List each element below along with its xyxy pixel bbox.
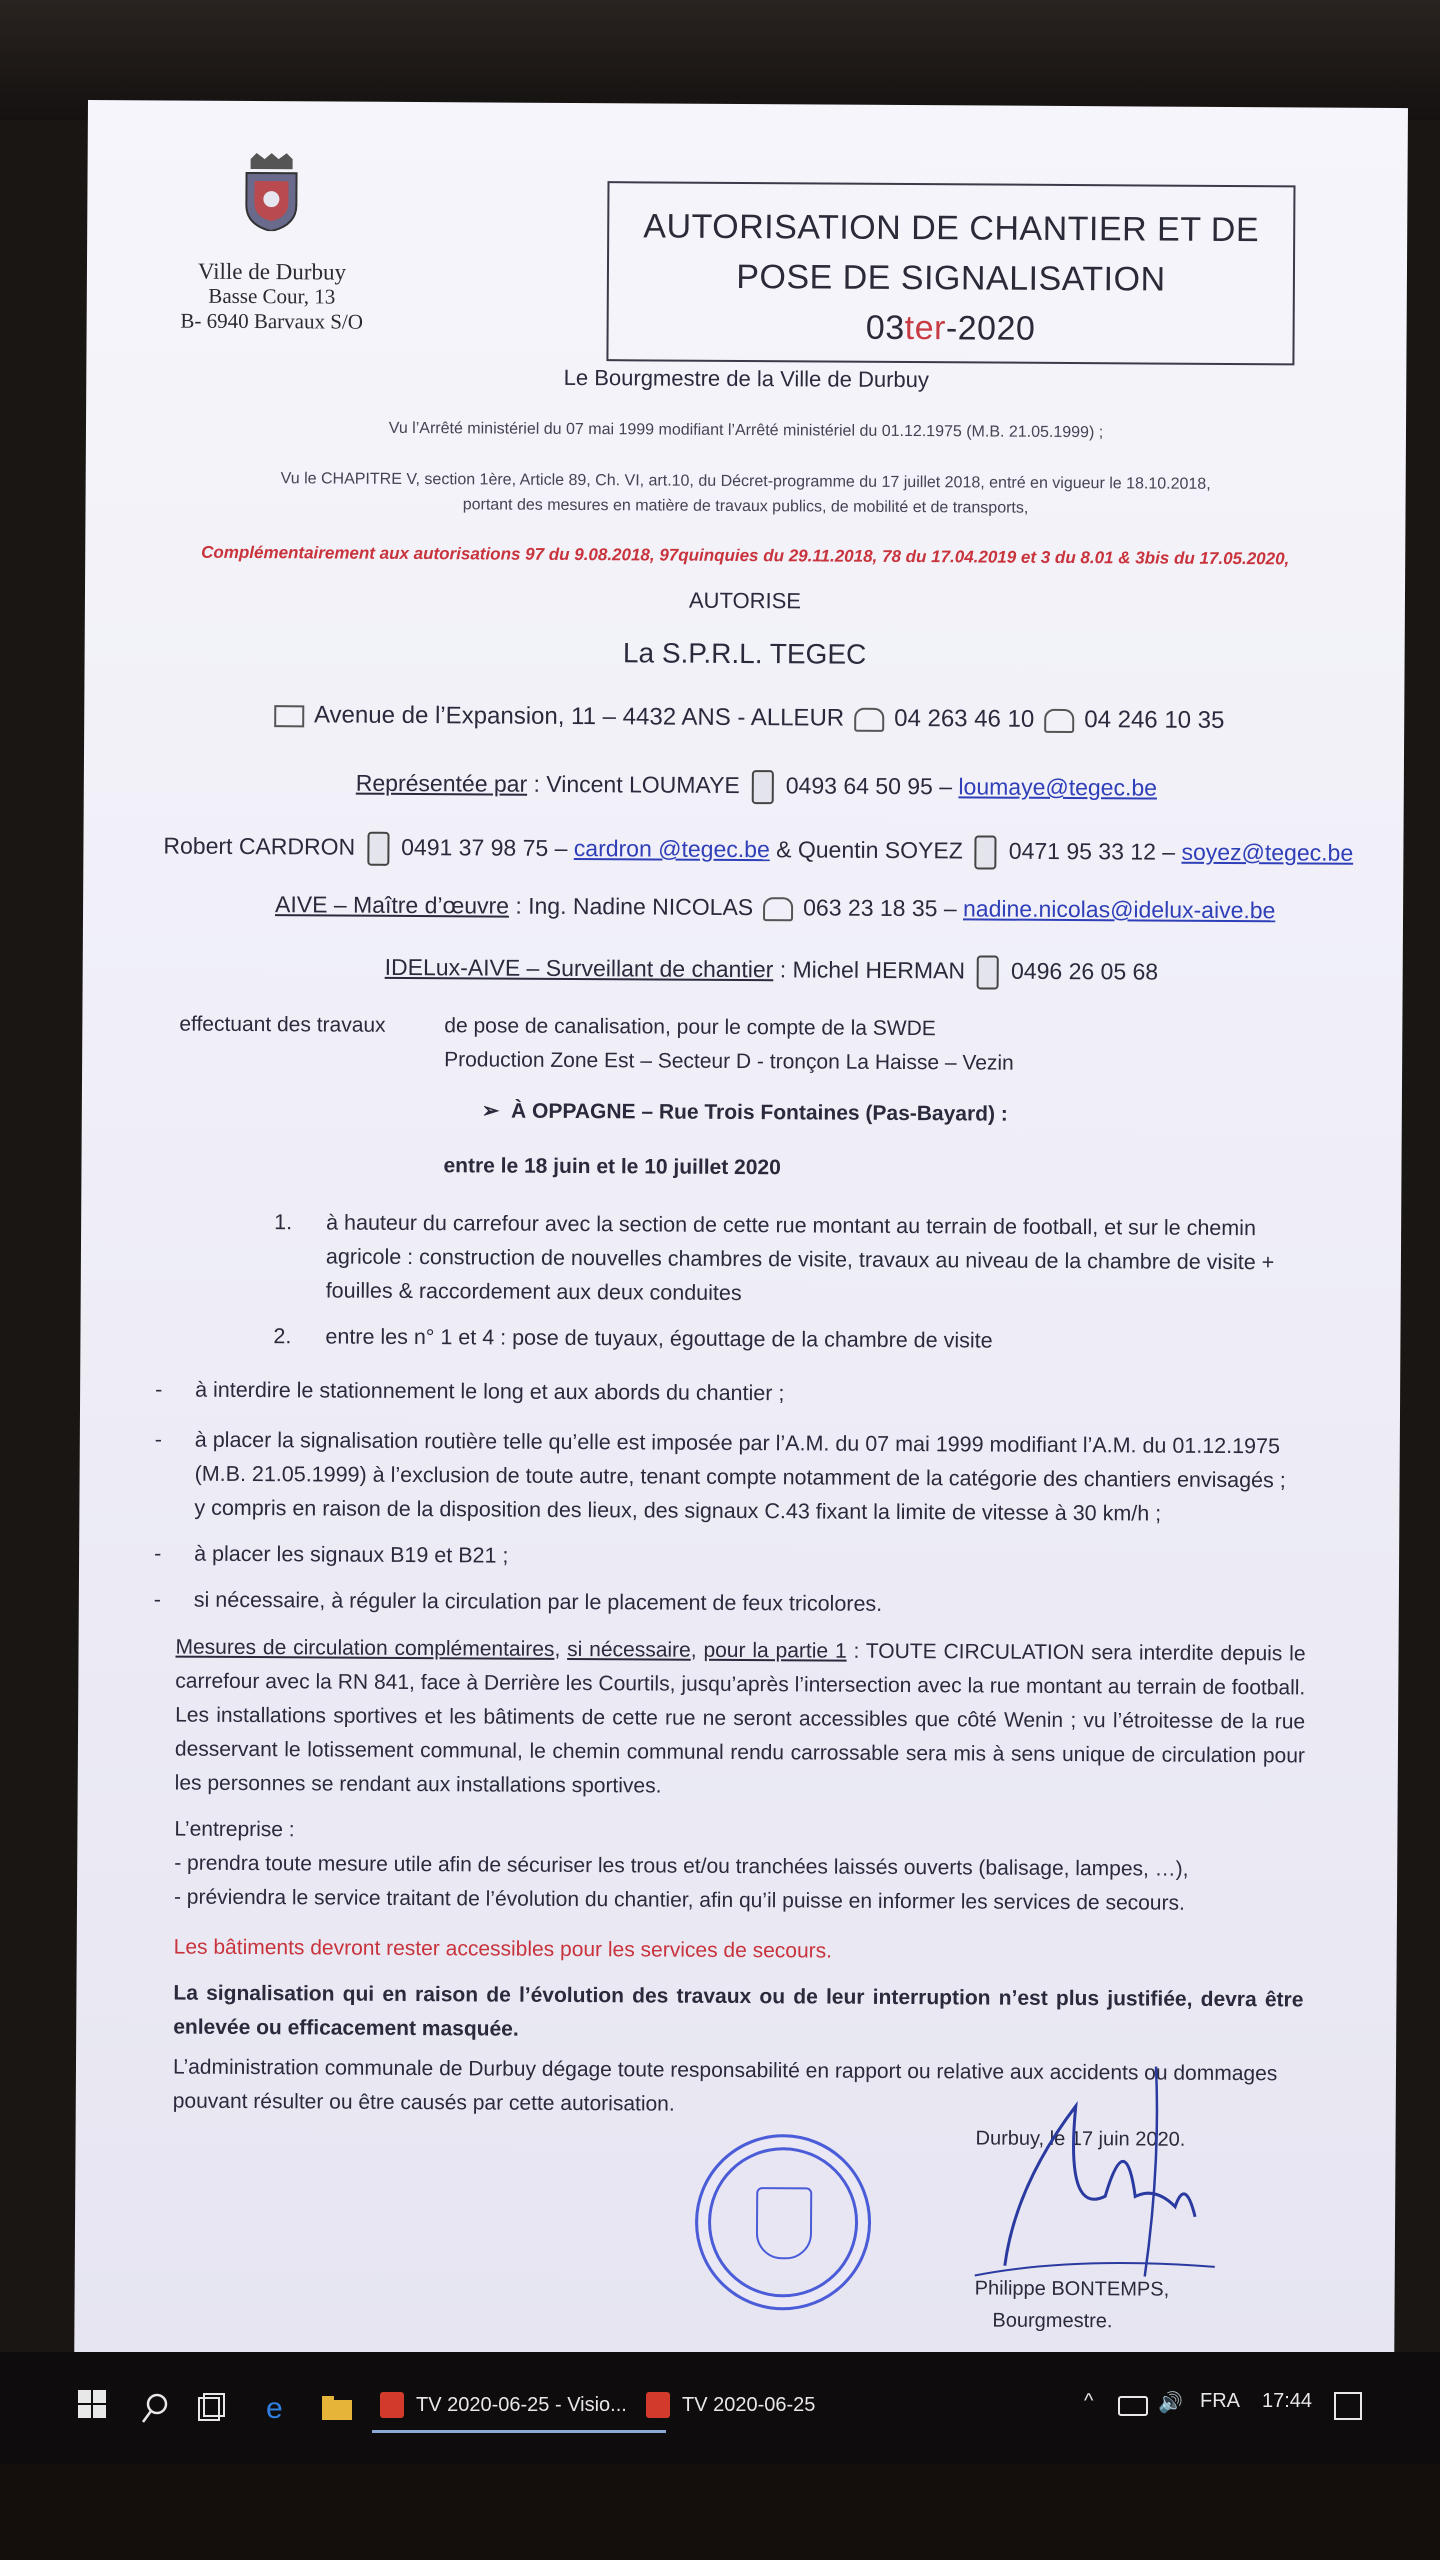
taskbar-item-pdf[interactable] xyxy=(638,2380,932,2430)
bourgmestre-heading: Le Bourgmestre de la Ville de Durbuy xyxy=(563,364,930,393)
rep-name: : Vincent LOUMAYE xyxy=(527,770,740,799)
telephone-icon xyxy=(763,897,793,921)
handwritten-signature-icon xyxy=(955,2065,1256,2287)
rc-email-link[interactable]: cardron @tegec.be xyxy=(573,835,770,863)
pdf-icon xyxy=(646,2392,670,2418)
bullet-item-4: - si nécessaire, à réguler la circulation par le placement de feux tricolores. xyxy=(154,1582,1299,1623)
title-number-year: -2020 xyxy=(945,309,1036,348)
bullet-item-3-text: à placer les signaux B19 et B21 ; xyxy=(194,1541,509,1568)
search-icon[interactable] xyxy=(140,2390,170,2426)
mobile-phone-icon xyxy=(367,832,389,866)
network-icon[interactable] xyxy=(1118,2396,1148,2416)
list-item-1: 1. à hauteur du carrefour avec la section de cette rue montant au terrain de football, et sur le chemin agricole : construction de nouvelles chambres de visite, travaux au niveau de la chambre de visite + fouilles & raccordement aux deux conduites xyxy=(274,1210,1275,1306)
powerpoint-icon xyxy=(380,2392,404,2418)
aive-email-link[interactable]: nadine.nicolas@idelux-aive.be xyxy=(962,895,1276,924)
legal-reference-1: Vu l’Arrêté ministériel du 07 mai 1999 modifiant l’Arrêté ministériel du 01.12.1975 (M.B. 21.05.1999) ; xyxy=(388,419,1104,442)
complement-note: Complémentairement aux autorisations 97 du 9.08.2018, 97quinquies du 29.11.2018, 78 du 17.04.2019 et 3 du 8.01 & 3bis du 17.05.2020, xyxy=(201,542,1290,569)
idelux-line xyxy=(385,952,1159,991)
windows-taskbar xyxy=(0,2352,1440,2464)
taskbar-item-powerpoint[interactable] xyxy=(372,2380,666,2433)
municipal-seal-stamp-icon xyxy=(695,2134,872,2311)
mesures-label: Mesures de circulation complémentaires xyxy=(175,1635,555,1661)
company-name: La S.P.R.L. TEGEC xyxy=(622,637,867,670)
representative-line xyxy=(356,768,1157,807)
company-fax: 04 246 10 35 xyxy=(1084,706,1225,734)
company-address: Avenue de l’Expansion, 11 – 4432 ANS - ALLEUR xyxy=(313,701,845,732)
title-line-2: POSE DE SIGNALISATION xyxy=(736,257,1166,299)
coat-of-arms-icon xyxy=(242,153,300,231)
entreprise-item-2: - préviendra le service traitant de l’évolution du chantier, afin qu’il puisse en informer les services de secours. xyxy=(173,1885,1185,1915)
list-item-2-text: entre les n° 1 et 4 : pose de tuyaux, égouttage de la chambre de visite xyxy=(325,1324,993,1353)
rep-phone: 0493 64 50 95 – xyxy=(785,772,953,800)
language-indicator[interactable]: FRA xyxy=(1200,2390,1240,2412)
task2-label: TV 2020-06-25 xyxy=(682,2394,816,2416)
batiments-note: Les bâtiments devront rester accessibles pour les services de secours. xyxy=(173,1935,833,1963)
idelux-phone: 0496 26 05 68 xyxy=(1010,957,1159,985)
dates-line: entre le 18 juin et le 10 juillet 2020 xyxy=(443,1154,781,1180)
bullet-item-2: - à placer la signalisation routière telle qu’elle est imposée par l’A.M. du 07 mai 1999 modifiant l’A.M. du 01.12.1975 (M.B. 21.05.1999) à l’exclusion de toute autre, tenant compte notamment de la catégorie des chantiers envisagés ; y compris en raison de la disposition des lieux, des signaux C.43 fixant la limite de vitesse à 30 km/h ; xyxy=(154,1422,1300,1531)
mobile-phone-icon xyxy=(975,835,997,869)
idelux-label: IDELux-AIVE – Surveillant de chantier xyxy=(384,953,774,983)
entreprise-label: L’entreprise : xyxy=(174,1817,295,1842)
autorise-heading: AUTORISE xyxy=(688,587,802,614)
telephone-icon xyxy=(854,707,884,731)
signalisation-note: La signalisation qui en raison de l’évolution des travaux ou de leur interruption n’est plus justifiée, devra être enlevée ou efficacement masquée. xyxy=(173,1981,1304,2041)
legal-reference-2 xyxy=(85,465,1405,523)
address-line-1: Basse Cour, 13 xyxy=(208,283,336,309)
monitor-bezel-bottom xyxy=(0,2464,1440,2560)
file-explorer-icon[interactable] xyxy=(320,2390,354,2426)
arrow-bullet-icon: ➢ xyxy=(481,1099,512,1123)
show-hidden-icons-chevron-icon[interactable]: ^ xyxy=(1084,2390,1094,2412)
signer-name: Philippe BONTEMPS, xyxy=(974,2277,1170,2301)
task-view-icon[interactable] xyxy=(195,2390,227,2426)
aive-label: AIVE – Maître d’œuvre xyxy=(275,891,510,919)
company-contact xyxy=(84,700,1404,736)
notification-center-icon[interactable] xyxy=(1334,2392,1362,2420)
edge-browser-icon[interactable] xyxy=(262,2390,294,2426)
lieu-line xyxy=(482,1098,1008,1126)
bullet-item-2-text: à placer la signalisation routière telle qu’elle est imposée par l’A.M. du 07 mai 1999 modifiant l’A.M. du 01.12.1975 (M.B. 21.05.1999) à l’exclusion de toute autre, tenant compte notamment de la catégorie des chantiers envisagés ; y compris en raison de la disposition des lieux, des signaux C.43 fixant la limite de vitesse à 30 km/h ; xyxy=(194,1427,1286,1526)
title-number-ter: ter xyxy=(904,308,947,348)
list-item-1-text: à hauteur du carrefour avec la section de cette rue montant au terrain de football, et sur le chemin agricole : construction de nouvelles chambres de visite, travaux au niveau de la chambre de visite + fouilles & raccordement aux deux conduites xyxy=(325,1210,1275,1306)
bullet-item-1-text: à interdire le stationnement le long et aux abords du chantier ; xyxy=(195,1377,785,1406)
mesures-text: : TOUTE CIRCULATION sera interdite depuis le carrefour avec la RN 841, face à Derrière les Courtils, jusqu’après l’intersection avec la rue montant au terrain de football. Les installations sportives et les bâtiments de cette rue ne seront accessibles que côté Wenin ; vu l’étroitesse de la rue desservant le lotissement communal, le chemin communal rendu carrossable sera mis à sens unique de circulation pour les personnes se rendant aux installations sportives. xyxy=(174,1639,1306,1798)
idelux-name: : Michel HERMAN xyxy=(773,956,966,984)
svg-text:e: e xyxy=(266,2392,283,2425)
mobile-phone-icon xyxy=(752,770,774,804)
lieu-text: À OPPAGNE – Rue Trois Fontaines (Pas-Bayard) : xyxy=(511,1099,1008,1126)
travaux-line-2: Production Zone Est – Secteur D - tronçon La Haisse – Vezin xyxy=(444,1048,1014,1075)
signature-date: Durbuy, le 17 juin 2020. xyxy=(975,2127,1186,2151)
title-number xyxy=(608,301,1292,355)
document-title-box xyxy=(606,181,1295,365)
rep-label: Représentée par xyxy=(355,769,528,797)
clock[interactable]: 17:44 xyxy=(1262,2390,1313,2412)
entreprise-item-1: - prendra toute mesure utile afin de sécuriser les trous et/ou tranchées laissés ouverts (balisage, lampes, …), xyxy=(174,1851,1189,1881)
document-screen xyxy=(74,100,1408,2360)
task1-label: TV 2020-06-25 - Visio... xyxy=(416,2394,627,2416)
signer-role: Bourgmestre. xyxy=(992,2309,1113,2333)
bullet-item-4-text: si nécessaire, à réguler la circulation par le placement de feux tricolores. xyxy=(193,1587,883,1616)
title-line-1: AUTORISATION DE CHANTIER ET DE xyxy=(643,207,1260,250)
legal-reference-2a: Vu le CHAPITRE V, section 1ère, Article 89, Ch. VI, art.10, du Décret-programme du 17 juillet 2018, entré en vigueur le 18.10.2018, xyxy=(280,470,1211,493)
ville-name: Ville de Durbuy xyxy=(197,258,347,285)
volume-icon[interactable]: 🔊 xyxy=(1158,2392,1183,2414)
responsabilite-note: L’administration communale de Durbuy dégage toute responsabilité en rapport ou relative aux accidents ou dommages pouvant résulter ou être causés par cette autorisation. xyxy=(172,2055,1278,2116)
bullet-item-1: - à interdire le stationnement le long et aux abords du chantier ; xyxy=(155,1372,1300,1413)
travaux-line-1: de pose de canalisation, pour le compte de la SWDE xyxy=(444,1014,936,1041)
mesures-paragraph: Mesures de circulation complémentaires, si nécessaire, pour la partie 1 : TOUTE CIRCULATION sera interdite depuis le carrefour avec la RN 841, face à Derrière les Courtils, jusqu’après l’intersection avec la rue montant au terrain de football. Les installations sportives et les bâtiments de cette rue ne seront accessibles que côté Wenin ; vu l’étroitesse de la rue desservant le lotissement communal, le chemin communal rendu carrossable sera mis à sens unique de circulation pour les personnes se rendant aux installations sportives. xyxy=(174,1635,1306,1798)
contacts-line xyxy=(163,830,1353,871)
windows-start-icon[interactable] xyxy=(78,2390,106,2418)
rep-email-link[interactable]: loumaye@tegec.be xyxy=(958,773,1158,801)
mesures-si: si nécessaire xyxy=(567,1637,691,1662)
legal-reference-2b: portant des mesures en matière de travaux publics, de mobilité et de transports, xyxy=(462,496,1029,517)
issuer-address xyxy=(157,258,387,334)
bullet-item-3: - à placer les signaux B19 et B21 ; xyxy=(154,1536,1299,1577)
mobile-phone-icon xyxy=(977,955,999,989)
effectuant-label: effectuant des travaux xyxy=(179,1012,386,1037)
aive-name: : Ing. Nadine NICOLAS xyxy=(508,892,754,921)
rc-name: Robert CARDRON xyxy=(163,832,356,860)
company-tel: 04 263 46 10 xyxy=(894,704,1035,733)
title-number-prefix: 03 xyxy=(865,308,905,347)
rc-phone: 0491 37 98 75 – xyxy=(401,834,568,862)
fax-icon xyxy=(1044,709,1074,733)
address-line-2: B- 6940 Barvaux S/O xyxy=(180,308,364,334)
qs-name: & Quentin SOYEZ xyxy=(769,836,963,864)
qs-phone: 0471 95 33 12 – xyxy=(1008,837,1176,865)
aive-line xyxy=(275,891,1275,924)
mesures-partie: pour la partie 1 xyxy=(703,1638,847,1663)
envelope-icon xyxy=(274,705,304,727)
qs-email-link[interactable]: soyez@tegec.be xyxy=(1181,838,1354,866)
aive-phone: 063 23 18 35 – xyxy=(803,894,957,922)
list-item-2: 2. entre les n° 1 et 4 : pose de tuyaux, égouttage de la chambre de visite xyxy=(273,1324,993,1353)
